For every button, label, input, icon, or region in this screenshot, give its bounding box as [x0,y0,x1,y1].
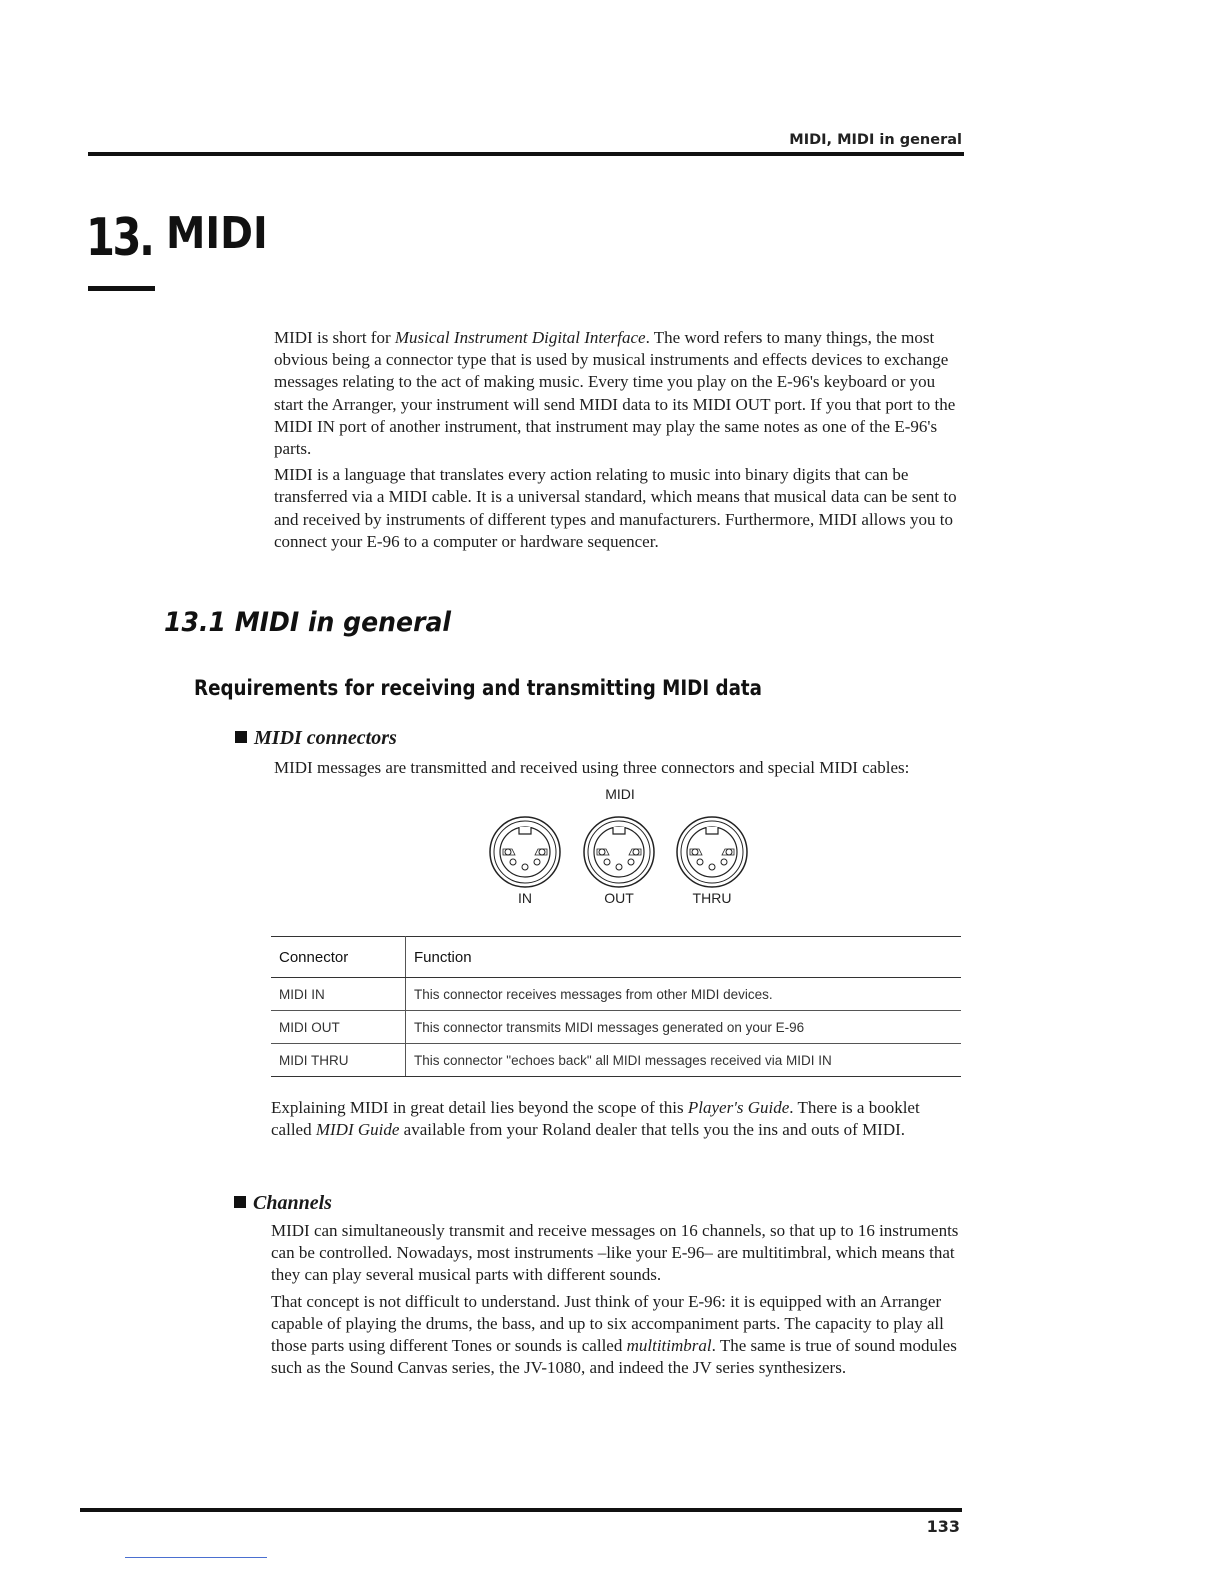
bullet-square-icon [235,731,247,743]
table-row [271,1011,961,1044]
section-title: 13.1 MIDI in general [164,607,452,638]
port-label-out: OUT [604,890,634,906]
midi-thru-port-icon [677,817,747,887]
connectors-heading: MIDI connectors [235,727,397,750]
table-cell-connector: MIDI THRU [271,1044,406,1077]
channels-paragraph-2: That concept is not difficult to understand. Just think of your E-96: it is equipped with an Arranger capable of playing the drums, the bass, and up to six accompaniment parts. The capacity to play all those parts using different Tones or sounds is called multitimbral. The same is true of sound modules such as the Sound Canvas series, the JV-1080, and indeed the JV series synthesizers. [271,1291,957,1378]
chapter-title: MIDI [166,208,268,259]
table-cell-function: This connector receives messages from other MIDI devices. [406,978,962,1011]
connectors-intro: MIDI messages are transmitted and received using three connectors and special MIDI cables: [274,758,910,777]
chapter-number: 13. [86,208,153,268]
table-row [271,978,961,1011]
intro-paragraph-2: MIDI is a language that translates every action relating to music into binary digits that can be transferred via a MIDI cable. It is a universal standard, which means that musical data can be sent to and received by instruments of different types and manufacturers. Furthermore, MIDI allows you to connect your E-96 to a computer or hardware sequencer. [274,465,957,551]
intro-paragraph-1: MIDI is short for Musical Instrument Digital Interface. The word refers to many things, the most obvious being a connector type that is used by musical instruments and effects devices to exchange messages relating to the act of making music. Every time you play on the E-96's keyboard or you start the Arranger, your instrument will send MIDI data to its MIDI OUT port. If you that port to the MIDI IN port of another instrument, that instrument may play the same notes as one of the E-96's parts. [274,328,956,459]
scan-artifact-line [125,1557,267,1558]
channels-heading: Channels [234,1192,332,1215]
section-subtitle: Requirements for receiving and transmitting MIDI data [194,676,762,700]
table-cell-connector: MIDI OUT [271,1011,406,1044]
midi-guide-paragraph: Explaining MIDI in great detail lies beyond the scope of this Player's Guide. There is a booklet called MIDI Guide available from your Roland dealer that tells you the ins and outs of MIDI. [271,1098,920,1140]
table-cell-function: This connector transmits MIDI messages generated on your E-96 [406,1011,962,1044]
channels-text [271,1220,961,1383]
connector-table [271,936,961,1077]
table-header-connector: Connector [271,937,406,978]
chapter-number-underline [88,286,155,291]
page-number: 133 [926,1517,960,1536]
table-header-row [271,937,961,978]
table-row [271,1044,961,1077]
diagram-title: MIDI [605,786,635,802]
midi-connector-diagram [480,812,770,892]
port-label-in: IN [518,890,532,906]
table-cell-function: This connector "echoes back" all MIDI messages received via MIDI IN [406,1044,962,1077]
bullet-square-icon [234,1196,246,1208]
midi-in-port-icon [490,817,560,887]
intro-text [274,327,962,557]
footer-rule [80,1508,962,1512]
table-header-function: Function [406,937,962,978]
port-label-thru: THRU [692,890,732,906]
table-cell-connector: MIDI IN [271,978,406,1011]
channels-paragraph-1: MIDI can simultaneously transmit and receive messages on 16 channels, so that up to 16 instruments can be controlled. Nowadays, most instruments –like your E-96– are multitimbral, which means that they can play several musical parts with different sounds. [271,1221,959,1285]
running-head: MIDI, MIDI in general [789,132,962,148]
midi-out-port-icon [584,817,654,887]
header-rule [88,152,964,156]
